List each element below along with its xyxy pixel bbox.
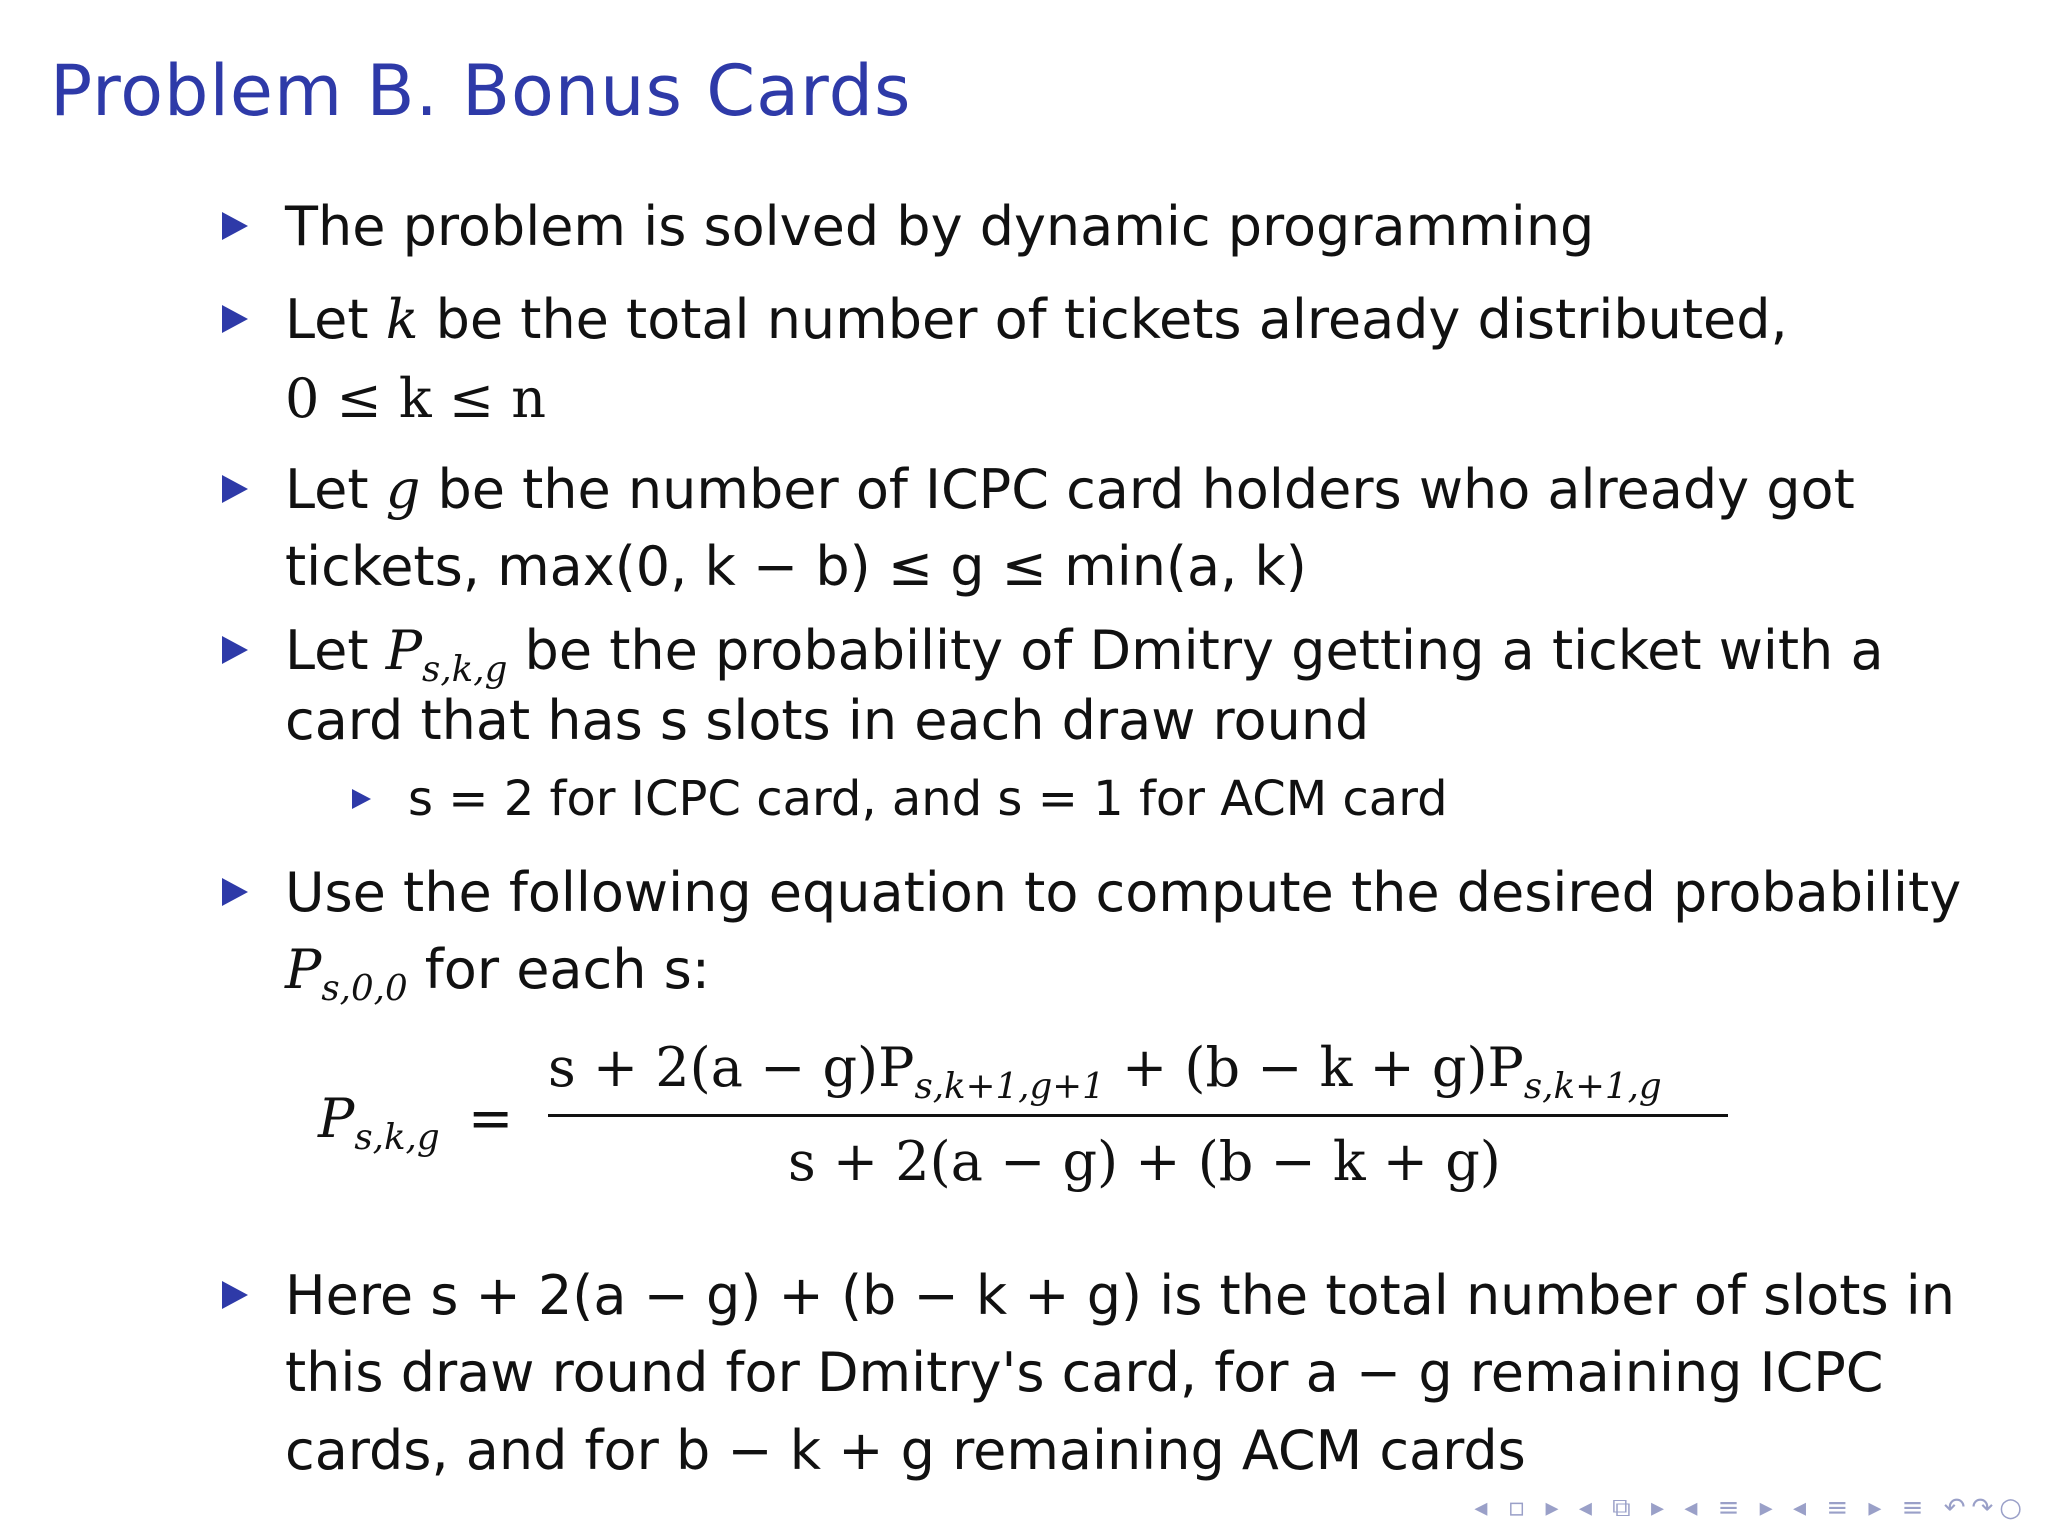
bullet-marker-icon [222, 212, 248, 240]
formula-lhs [318, 1087, 440, 1159]
bullet-marker-icon [222, 878, 248, 906]
bullet-3-var: g [385, 458, 421, 521]
formula-lhs-sub: s,k,g [354, 1117, 440, 1159]
bullet-4-var: P [385, 619, 423, 682]
bullet-6-line3: cards, and for b − k + g remaining ACM cards [285, 1419, 1526, 1482]
bullet-5-line2 [285, 938, 710, 1010]
bullet-3-line1 [285, 458, 1855, 521]
slide-title: Problem B. Bonus Cards [50, 50, 912, 132]
bullet-4-rest: be the probability of Dmitry getting a ticket with a [507, 619, 1884, 682]
bullet-marker-icon [222, 305, 248, 333]
formula-numerator [548, 1036, 1662, 1108]
bullet-1-text: The problem is solved by dynamic programming [285, 195, 1595, 258]
bullet-6-line2: this draw round for Dmitry's card, for a − g remaining ICPC [285, 1341, 1884, 1404]
bullet-2-rest: be the total number of tickets already distributed, [418, 288, 1788, 351]
bullet-marker-icon [222, 636, 248, 664]
bullet-3-prefix: Let [285, 458, 386, 521]
probability-formula [318, 1032, 1758, 1212]
bullet-2-line2: 0 ≤ k ≤ n [285, 367, 547, 430]
formula-num-part2: + (b − k + g)P [1104, 1036, 1524, 1099]
bullet-2-var: k [385, 288, 419, 351]
bullet-marker-icon [222, 475, 248, 503]
bullet-5-rest: for each s: [407, 938, 710, 1001]
beamer-navigation-icons[interactable]: ◂ ▫ ▸ ◂ ⧉ ▸ ◂ ≡ ▸ ◂ ≡ ▸ ≡ ↶↷○ [1474, 1493, 2028, 1523]
bullet-5-line1: Use the following equation to compute the desired probability [285, 861, 1962, 924]
formula-equals: = [468, 1087, 514, 1150]
bullet-5-var: P [285, 938, 322, 1001]
formula-lhs-var: P [318, 1087, 355, 1150]
formula-num-part1: s + 2(a − g)P [548, 1036, 915, 1099]
bullet-marker-icon [222, 1281, 248, 1309]
bullet-6-line1: Here s + 2(a − g) + (b − k + g) is the total number of slots in [285, 1264, 1955, 1327]
bullet-2-line1 [285, 288, 1788, 351]
formula-num-sub1: s,k+1,g+1 [914, 1066, 1105, 1108]
fraction-bar [548, 1114, 1728, 1117]
subbullet-text: s = 2 for ICPC card, and s = 1 for ACM card [408, 771, 1448, 827]
bullet-5-sub: s,0,0 [321, 968, 408, 1010]
bullet-3-rest: be the number of ICPC card holders who already got [420, 458, 1855, 521]
formula-num-sub2: s,k+1,g [1523, 1066, 1662, 1108]
bullet-4-line2: card that has s slots in each draw round [285, 689, 1370, 752]
formula-denominator: s + 2(a − g) + (b − k + g) [788, 1130, 1501, 1193]
subbullet-marker-icon [352, 789, 371, 809]
bullet-4-prefix: Let [285, 619, 386, 682]
bullet-4-sub: s,k,g [422, 649, 508, 691]
bullet-2-prefix: Let [285, 288, 386, 351]
bullet-3-line2: tickets, max(0, k − b) ≤ g ≤ min(a, k) [285, 535, 1307, 598]
bullet-4-line1 [285, 619, 1884, 691]
